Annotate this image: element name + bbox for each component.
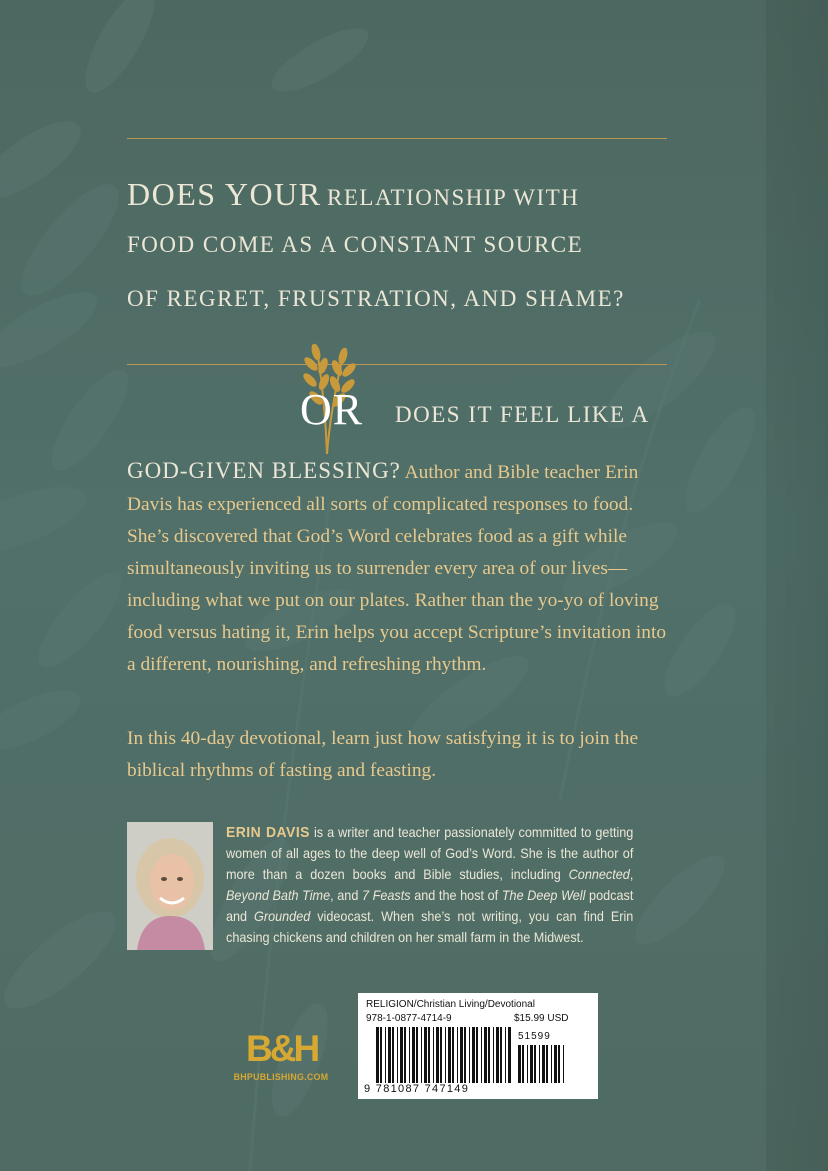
barcode-bar — [551, 1045, 552, 1083]
barcode-bar — [522, 1045, 524, 1083]
headline-line-2: FOOD COME AS A CONSTANT SOURCE — [127, 232, 584, 257]
author-photo — [127, 822, 213, 950]
author-name: ERIN DAVIS — [226, 824, 310, 841]
bio-text: and the host of — [410, 888, 502, 903]
barcode-ean — [376, 1027, 512, 1083]
bio-text: is a writer and teacher passionately committed to getting women of all ages to the deep well of God’s Word. She is the author of more than a dozen books and Bible studies, including — [226, 825, 634, 882]
barcode-price-code: 51599 — [518, 1031, 551, 1042]
barcode-bar — [440, 1027, 442, 1083]
barcode-box — [358, 993, 598, 1099]
barcode-bar — [457, 1027, 458, 1083]
barcode-bar — [534, 1045, 536, 1083]
middle-divider-rule — [127, 364, 667, 365]
barcode-bar — [493, 1027, 494, 1083]
barcode-price: $15.99 USD — [514, 1013, 569, 1024]
or-line-rest: DOES IT FEEL LIKE A — [395, 402, 650, 427]
description-lead-caps: GOD-GIVEN BLESSING? — [127, 458, 401, 483]
headline-line-1 — [127, 176, 672, 213]
barcode-bar — [404, 1027, 406, 1083]
barcode-bar — [518, 1045, 521, 1083]
barcode-bar — [496, 1027, 499, 1083]
bio-text: , and — [330, 888, 362, 903]
barcode-bar — [380, 1027, 382, 1083]
description-text: Author and Bible teacher Erin Davis has experienced all sorts of complicated responses to food. She’s discovered that God’s Word celebrates food as a gift while simultaneously inviting us to surrender every area of our lives—including what we put on our plates. Rather than the yo-yo of loving food versus hating it, Erin helps you accept Scripture’s invitation into a different, nourishing, and refreshing rhythm. — [127, 462, 667, 675]
publisher-mark: B&H — [246, 1028, 318, 1069]
barcode-category: RELIGION/Christian Living/Devotional — [366, 999, 535, 1010]
bio-text: videocast. When she’s not writing, you can find Erin chasing chickens and children on her small farm in the Midwest. — [226, 909, 634, 945]
book-title: Connected — [568, 867, 630, 882]
barcode-bar — [469, 1027, 470, 1083]
bio-text: , — [629, 867, 634, 882]
barcode-bar — [412, 1027, 415, 1083]
barcode-bar — [433, 1027, 434, 1083]
publisher-url: BHPUBLISHING.COM — [233, 1072, 329, 1082]
book-title: 7 Feasts — [361, 888, 411, 903]
barcode-bar — [464, 1027, 466, 1083]
headline-line-1-rest: RELATIONSHIP WITH — [327, 185, 580, 210]
headline-emphasis: DOES YOUR — [127, 176, 322, 212]
barcode-bar — [452, 1027, 454, 1083]
barcode-bar — [428, 1027, 430, 1083]
description-paragraph-1 — [127, 455, 672, 681]
barcode-bar — [484, 1027, 487, 1083]
spine-edge — [766, 0, 828, 1171]
barcode-digits: 9 781087 747149 — [364, 1083, 470, 1095]
barcode-bar — [460, 1027, 463, 1083]
description-paragraph-2: In this 40-day devotional, learn just how satisfying it is to join the biblical rhythms of fasting and feasting. — [127, 728, 639, 781]
top-divider-rule — [127, 138, 667, 139]
barcode-bar — [424, 1027, 427, 1083]
barcode-bar — [527, 1045, 528, 1083]
barcode-bar — [554, 1045, 557, 1083]
barcode-supplement — [518, 1045, 566, 1083]
podcast-title: The Deep Well — [501, 888, 586, 903]
barcode-bar — [563, 1045, 564, 1083]
barcode-bar — [388, 1027, 391, 1083]
barcode-bar — [397, 1027, 398, 1083]
barcode-bar — [488, 1027, 490, 1083]
barcode-bar — [539, 1045, 540, 1083]
barcode-bar — [445, 1027, 446, 1083]
barcode-bar — [500, 1027, 502, 1083]
author-portrait-illustration — [127, 822, 213, 950]
publisher-logo — [222, 1030, 340, 1086]
barcode-bar — [436, 1027, 439, 1083]
barcode-bar — [421, 1027, 422, 1083]
or-drop-word: OR — [300, 385, 364, 434]
barcode-bar — [385, 1027, 386, 1083]
barcode-bar — [508, 1027, 511, 1083]
headline-line-3: OF REGRET, FRUSTRATION, AND SHAME? — [127, 286, 625, 311]
bio-text: podcast and — [226, 888, 634, 924]
barcode-bar — [505, 1027, 506, 1083]
barcode-bar — [448, 1027, 451, 1083]
barcode-bar — [400, 1027, 403, 1083]
barcode-bar — [472, 1027, 475, 1083]
book-title: Beyond Bath Time — [226, 888, 331, 903]
barcode-bar — [476, 1027, 478, 1083]
barcode-bar — [376, 1027, 379, 1083]
author-bio — [226, 822, 633, 948]
barcode-isbn: 978-1-0877-4714-9 — [366, 1013, 452, 1024]
barcode-bar — [392, 1027, 394, 1083]
barcode-bar — [546, 1045, 548, 1083]
barcode-bar — [481, 1027, 482, 1083]
barcode-bar — [542, 1045, 545, 1083]
barcode-bar — [416, 1027, 418, 1083]
barcode-bar — [409, 1027, 410, 1083]
barcode-bar — [530, 1045, 533, 1083]
barcode-bar — [558, 1045, 560, 1083]
videocast-title: Grounded — [254, 909, 311, 924]
